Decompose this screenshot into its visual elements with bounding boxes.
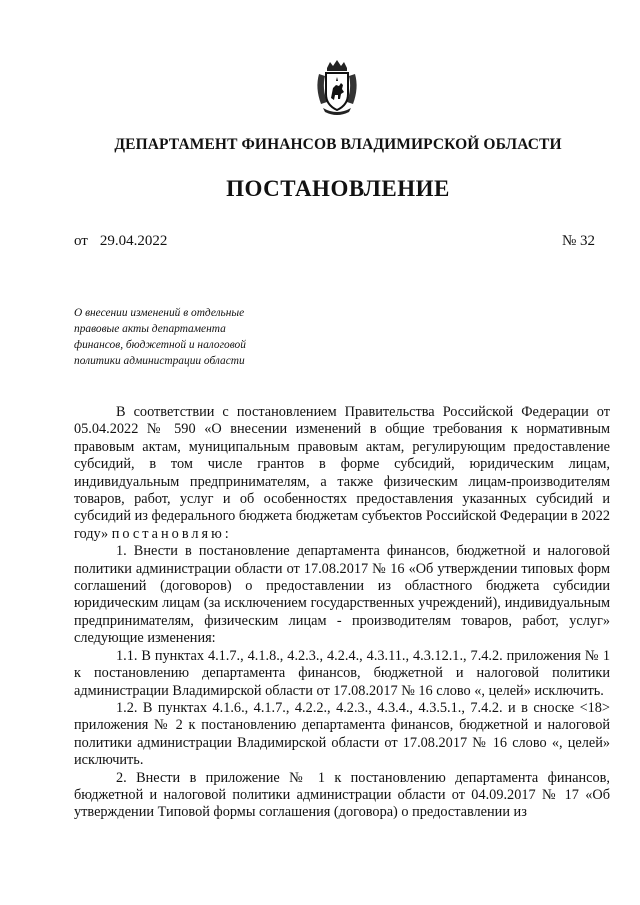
subject-line: финансов, бюджетной и налоговой — [74, 339, 246, 351]
date-line — [74, 233, 167, 250]
document-number: № 32 — [562, 233, 596, 249]
decree-word: постановляю: — [111, 525, 232, 542]
paragraph-2: 2. Внести в приложение № 1 к постановлению департамента финансов, бюджетной и налоговой политики администрации области от 04.09.2017 № 17 «Об утверждении Типовой формы соглашения (договора) о предоставлении из — [74, 769, 610, 821]
coat-of-arms-icon — [313, 58, 361, 116]
paragraph-1-2: 1.2. В пунктах 4.1.6., 4.1.7., 4.2.2., 4.2.3., 4.3.4., 4.3.5.1., 7.4.2. и в сноске <18> приложения № 2 к постановлению департамента финансов, бюджетной и налоговой политики администрации Владимирской области от 17.08.2017 № 16 слово «, целей» исключить. — [74, 699, 610, 769]
paragraph-1: 1. Внести в постановление департамента финансов, бюджетной и налоговой политики администрации области от 17.08.2017 № 16 «Об утверждении типовых форм соглашений (договоров) о предоставлении из областного бюджета субсидии юридическим лицам (за исключением государственных учреждений), индивидуальным предпринимателям, физическим лицам - производителям товаров, работ, услуг» следующие изменения: — [74, 543, 610, 647]
preamble-text: В соответствии с постановлением Правительства Российской Федерации от 05.04.2022 № 590 «О внесении изменений в общие требования к нормативным правовым актам, муниципальным правовым актам, регулирующим предоставление субсидий, в том числе грантов в форме субсидий, юридическим лицам, индивидуальным предпринимателям, а также физическим лицам-производителям товаров, работ, услуг и об особенностях предоставления указанных субсидий и субсидий из федерального бюджета бюджетам субъектов Российской Федерации в 2022 году» — [74, 404, 610, 542]
document-type-title: ПОСТАНОВЛЕНИЕ — [226, 176, 450, 201]
subject-line: О внесении изменений в отдельные — [74, 307, 245, 319]
subject-line: политики администрации области — [74, 355, 245, 367]
document-subject — [74, 305, 284, 369]
department-title: ДЕПАРТАМЕНТ ФИНАНСОВ ВЛАДИМИРСКОЙ ОБЛАСТИ — [114, 136, 562, 153]
paragraph-1-1: 1.1. В пунктах 4.1.7., 4.1.8., 4.2.3., 4.2.4., 4.3.11., 4.3.12.1., 7.4.2. приложения № 1 к постановлению департамента финансов, бюджетной и налоговой политики администрации Владимирской области от 17.08.2017 № 16 слово «, целей» исключить. — [74, 647, 610, 699]
document-date: 29.04.2022 — [99, 233, 168, 249]
document-body — [74, 404, 610, 822]
subject-line: правовые акты департамента — [74, 323, 226, 335]
date-prefix: от — [74, 233, 88, 249]
preamble-paragraph — [74, 404, 610, 543]
